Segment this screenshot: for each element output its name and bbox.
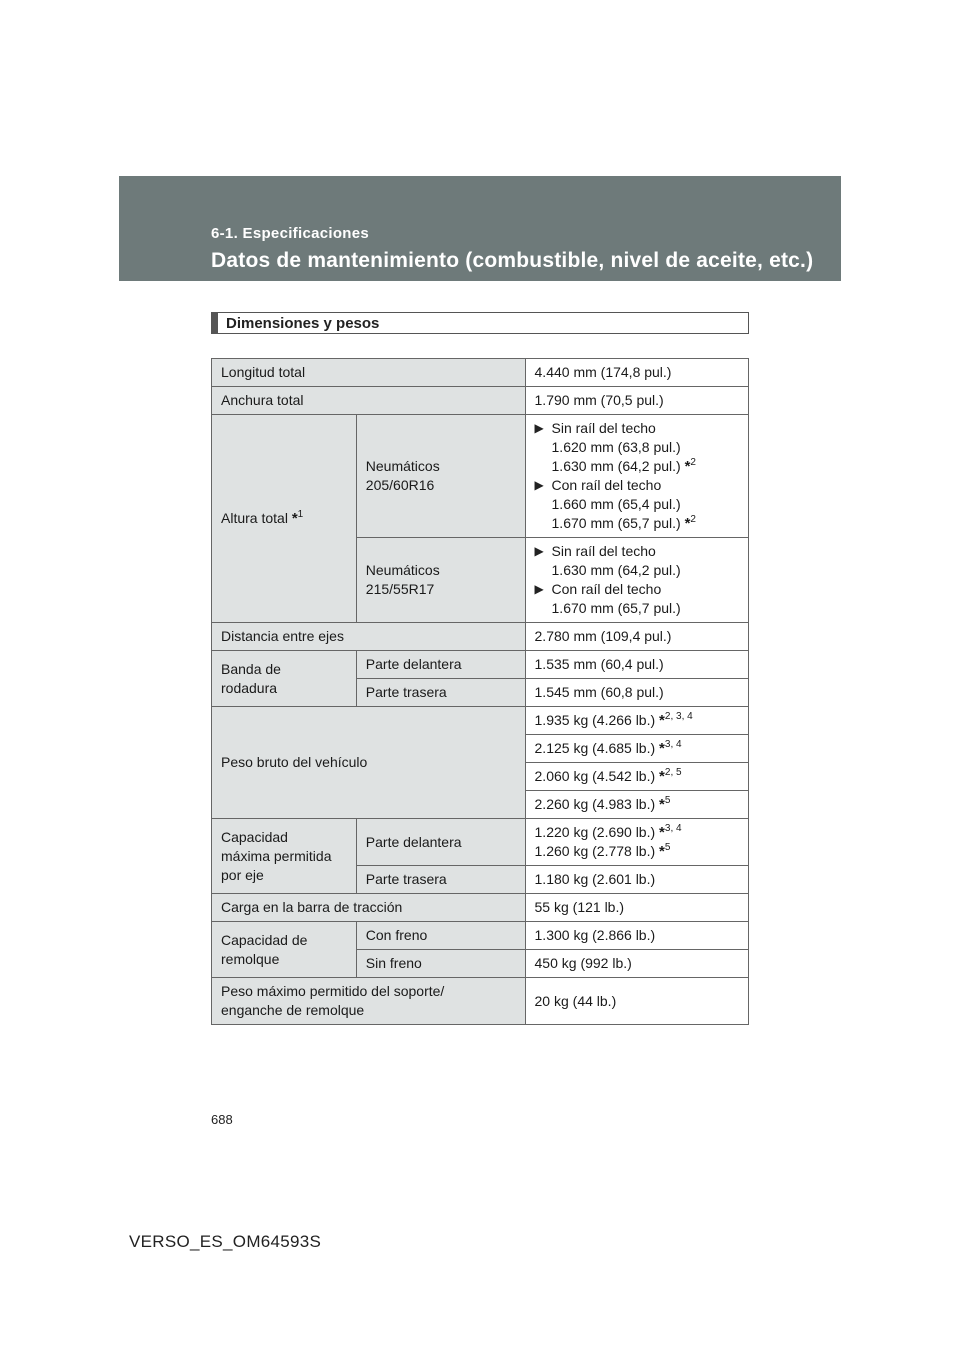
table-cell-label: Parte delantera <box>356 651 525 679</box>
list-item: ▶ Sin raíl del techo 1.630 mm (64,2 pul.) <box>534 543 681 578</box>
table-cell-value: 2.060 kg (4.542 lb.) *$^{2, 5}$ <box>525 763 748 791</box>
table-cell-label: Parte delantera <box>356 819 525 866</box>
page-title: Datos de mantenimiento (combustible, nivel de aceite, etc.) <box>211 249 814 272</box>
table-cell-label: Parte trasera <box>356 679 525 707</box>
table-cell-value: 4.440 mm (174,8 pul.) <box>525 359 748 387</box>
table-cell-label: Sin freno <box>356 950 525 978</box>
table-cell-label: Parte trasera <box>356 866 525 894</box>
table-row <box>212 359 749 387</box>
table-row <box>212 922 749 950</box>
table-row <box>212 707 749 735</box>
table-row <box>212 623 749 651</box>
table-cell-label: Carga en la barra de tracción <box>212 894 526 922</box>
table-cell-value: 1.935 kg (4.266 lb.) *$^{2, 3, 4}$ <box>525 707 748 735</box>
table-cell-label: Neumáticos 215/55R17 <box>356 538 525 623</box>
table-row <box>212 819 749 866</box>
table-cell-label: Con freno <box>356 922 525 950</box>
triangle-bullet-icon: ▶ <box>534 421 544 435</box>
table-cell-label: Distancia entre ejes <box>212 623 526 651</box>
triangle-bullet-icon: ▶ <box>534 582 544 596</box>
table-row <box>212 978 749 1025</box>
table-cell-value <box>525 538 748 623</box>
table-cell-label: Capacidad máxima permitida por eje <box>212 819 357 894</box>
table-row <box>212 415 749 538</box>
section-box-title <box>211 312 749 334</box>
table-cell-label: Banda de rodadura <box>212 651 357 707</box>
table-cell-value: 450 kg (992 lb.) <box>525 950 748 978</box>
table-row <box>212 651 749 679</box>
table-cell-value: 1.790 mm (70,5 pul.) <box>525 387 748 415</box>
section-label: 6-1. Especificaciones <box>211 225 370 242</box>
table-cell-value: 55 kg (121 lb.) <box>525 894 748 922</box>
table-cell-value: 1.180 kg (2.601 lb.) <box>525 866 748 894</box>
table-cell-label: Neumáticos 205/60R16 <box>356 415 525 538</box>
table-cell-label: Peso máximo permitido del soporte/ enganche de remolque <box>212 978 526 1025</box>
title-bar-accent <box>212 313 218 333</box>
table-cell-value: 2.780 mm (109,4 pul.) <box>525 623 748 651</box>
list-item: ▶ Con raíl del techo 1.660 mm (65,4 pul.) 1.670 mm (65,7 pul.) *$^2$ <box>534 477 696 532</box>
table-cell-label: Altura total *$^1$ <box>212 415 357 623</box>
triangle-bullet-icon: ▶ <box>534 544 544 558</box>
table-cell-label: Capacidad de remolque <box>212 922 357 978</box>
table-cell-value: 20 kg (44 lb.) <box>525 978 748 1025</box>
list-item: ▶ Con raíl del techo 1.670 mm (65,7 pul.) <box>534 581 681 616</box>
table-cell-value: 1.220 kg (2.690 lb.) *$^{3, 4}$ 1.260 kg (2.778 lb.) *$^5$ <box>525 819 748 866</box>
table-cell-label: Longitud total <box>212 359 526 387</box>
page-number: 688 <box>211 1112 233 1127</box>
triangle-bullet-icon: ▶ <box>534 478 544 492</box>
table-cell-value: 1.545 mm (60,8 pul.) <box>525 679 748 707</box>
table-cell-value: 1.535 mm (60,4 pul.) <box>525 651 748 679</box>
table-cell-value: 2.260 kg (4.983 lb.) *$^5$ <box>525 791 748 819</box>
table-cell-value: 2.125 kg (4.685 lb.) *$^{3, 4}$ <box>525 735 748 763</box>
table-cell-label: Anchura total <box>212 387 526 415</box>
list-item: ▶ Sin raíl del techo 1.620 mm (63,8 pul.) 1.630 mm (64,2 pul.) *$^2$ <box>534 420 696 475</box>
spec-table <box>211 358 749 1025</box>
table-cell-label: Peso bruto del vehículo <box>212 707 526 819</box>
table-row <box>212 894 749 922</box>
document-code: VERSO_ES_OM64593S <box>129 1232 322 1251</box>
table-cell-value <box>525 415 748 538</box>
section-box-title-text: Dimensiones y pesos <box>226 314 380 332</box>
table-row <box>212 387 749 415</box>
table-cell-value: 1.300 kg (2.866 lb.) <box>525 922 748 950</box>
